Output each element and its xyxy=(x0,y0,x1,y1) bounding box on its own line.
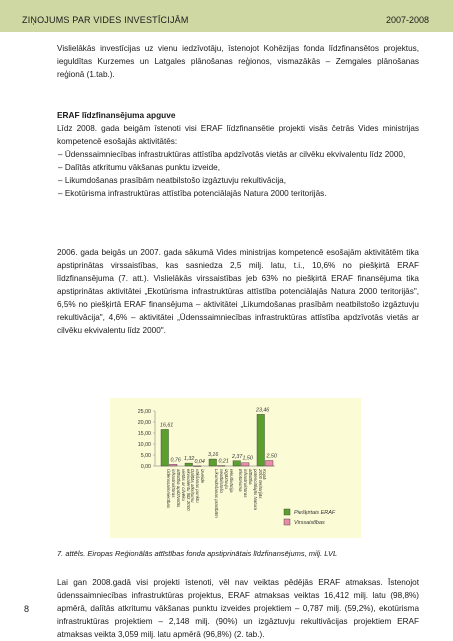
x-tick-label-line: vietās ar cilvēku xyxy=(181,469,186,502)
page-header xyxy=(0,0,453,32)
chart-bar xyxy=(209,459,217,466)
x-tick-label-line: potenciālajās Natura xyxy=(253,469,258,511)
x-tick-label-line: rekultivācija xyxy=(229,469,234,493)
legend-swatch xyxy=(284,509,290,515)
x-tick-label-line: attīstība apdzīvotās xyxy=(176,469,181,508)
x-tick-label-line: neatbilstošo xyxy=(219,469,224,494)
bullet-item: – Dalītās atkritumu vākšanas punktu izveide, xyxy=(58,163,221,172)
y-tick-label: 5,00 xyxy=(140,453,151,459)
chart-bar xyxy=(233,461,241,466)
y-tick-label: 25,00 xyxy=(137,409,151,415)
header-years: 2007-2008 xyxy=(385,15,429,25)
figure-caption: 7. attēls. Eiropas Reģionālās attīstības fonda apstiprinātais līdzfinansējums, milj. LVL xyxy=(57,549,338,558)
legend-label: Piešķirtais ERAF xyxy=(294,510,336,516)
y-tick-label: 15,00 xyxy=(137,431,151,437)
chart-bar xyxy=(194,466,202,467)
chart-bar xyxy=(170,464,178,466)
chart-bar xyxy=(185,463,193,466)
x-tick-label-line: Dalītās atkritumu xyxy=(190,469,195,503)
x-tick-label-line: infrastruktūras xyxy=(171,469,176,498)
data-label: 16,61 xyxy=(160,422,174,429)
chart-svg xyxy=(110,398,361,538)
data-label: 3,16 xyxy=(208,452,219,459)
section-title: ERAF līdzfinansējuma apguve xyxy=(57,110,176,120)
x-tick-label-line: infrastruktūras xyxy=(243,469,248,498)
x-tick-label-line: izgāztuvju xyxy=(224,469,229,490)
data-label: 2,50 xyxy=(266,453,277,460)
data-label: 0,04 xyxy=(194,458,205,465)
bullet-item: – Ūdenssaimniecības infrastruktūras attīstība apdzīvotās vietās ar cilvēku ekvivalentu līdz 2000, xyxy=(58,150,406,159)
x-tick-label xyxy=(238,468,263,511)
data-label: 0,76 xyxy=(170,457,181,464)
x-tick-label xyxy=(262,469,267,480)
x-tick-label-line: izveide xyxy=(200,469,205,484)
chart-bar xyxy=(161,429,169,466)
chart-bar xyxy=(218,466,226,467)
data-label: 1,50 xyxy=(242,455,253,462)
y-tick-label: 20,00 xyxy=(137,420,151,426)
paragraph-virssaistibas: 2006. gada beigās un 2007. gada sākumā Vides ministrijas kompetencē esošajām aktivitātēm tika apstiprinātas virssaistības, kas sasniedza 2,5 milj. latu, t.i., 10,6% no piešķirtā ERAF līdzfinansējuma (7. att.). Vislielākās virssaistības jeb 63% no piešķirtā ERAF finansējuma tika apstiprinātas aktivitātei „Ekotūrisma infrastruktūras attīstība potenciālajās Natura 2000 teritorijās", 6,5% no piešķirtā ERAF finansējuma – aktivitātei „Likumdošanas prasībām neatbilstošo izgāztuvju rekultivācija", 4,6% – aktivitātei „Ūdenssaimniecības infrastruktūras attīstība apdzīvotās vietās ar cilvēku ekvivalentu līdz 2000". xyxy=(57,248,419,335)
x-tick-label-line: Ūdenssaimniecības xyxy=(166,469,171,509)
bullet-item: – Ekotūrisma infrastruktūras attīstība potenciālajās Natura 2000 teritorijās. xyxy=(58,189,327,198)
paragraph-repayments: Lai gan 2008.gadā visi projekti īstenoti, vēl nav veiktas pēdējās ERAF atmaksas. Īstenojot ūdenssaimniecības infrastruktūras projektus, ERAF atmaksas veiktas 16,412 milj. latu (98,8%) apmērā, dalītās atkritumu vākšanas punktu izveides projektiem – 0,787 milj. (59,2%), ekotūrisma infrastruktūras projektiem – 2,148 milj. (90%) un izgāztuvju rekultivācijas projektiem ERAF atmaksas veikta 3,059 milj. latu apmērā (96,8%) (2. tab.). xyxy=(57,578,419,639)
y-tick-label: 10,00 xyxy=(137,442,151,448)
x-tick-label-line: Ekotūrisma xyxy=(238,469,243,492)
x-tick-label xyxy=(166,469,191,511)
x-tick-label-line: Likumdošanas prasībām xyxy=(214,469,219,518)
section-intro: Līdz 2008. gada beigām īstenoti visi ERAF līdzfinansētie projekti visās četrās Vides ministrijas kompetencē esošajās aktivitātēs: xyxy=(57,124,419,146)
x-tick-label xyxy=(190,469,205,503)
x-tick-label-line: attīstība xyxy=(248,469,253,485)
chart-bar xyxy=(266,461,274,467)
section-body xyxy=(57,122,419,200)
data-label: 0,21 xyxy=(218,458,229,465)
header-title: ZIŅOJUMS PAR VIDES INVESTĪCIJĀM xyxy=(22,15,189,25)
page-number: 8 xyxy=(24,604,30,614)
legend-swatch xyxy=(284,519,290,525)
x-tick-label-line: vākšanas punktu xyxy=(195,469,200,503)
data-label: 23,46 xyxy=(256,407,270,414)
x-tick-label xyxy=(214,469,234,518)
chart-bar xyxy=(257,414,265,466)
eraf-chart xyxy=(110,398,361,538)
legend-label: Virssaistības xyxy=(294,520,325,526)
bullet-item: – Likumdošanas prasībām neatbilstošo izgāztuvju rekultivācija, xyxy=(58,176,287,185)
paragraph-intro: Vislielākās investīcijas uz vienu iedzīvotāju, īstenojot Kohēzijas fonda līdzfinansētos projektus, ieguldītas Kurzemes un Latgales plānošanas reģionos, vismazākās – Zemgales plānošanas reģionā (1.tab.). xyxy=(57,44,419,79)
x-tick-label-line: Kopā xyxy=(262,469,267,480)
data-label: 2,37 xyxy=(232,453,243,460)
chart-bar xyxy=(242,463,250,466)
y-tick-label: 0,00 xyxy=(140,464,151,470)
x-tick-label-line: 2000 teritorijās xyxy=(258,469,263,499)
x-tick-label-line: ekvivalentu līdz 2000 xyxy=(186,469,191,511)
data-label: 1,32 xyxy=(184,456,195,463)
